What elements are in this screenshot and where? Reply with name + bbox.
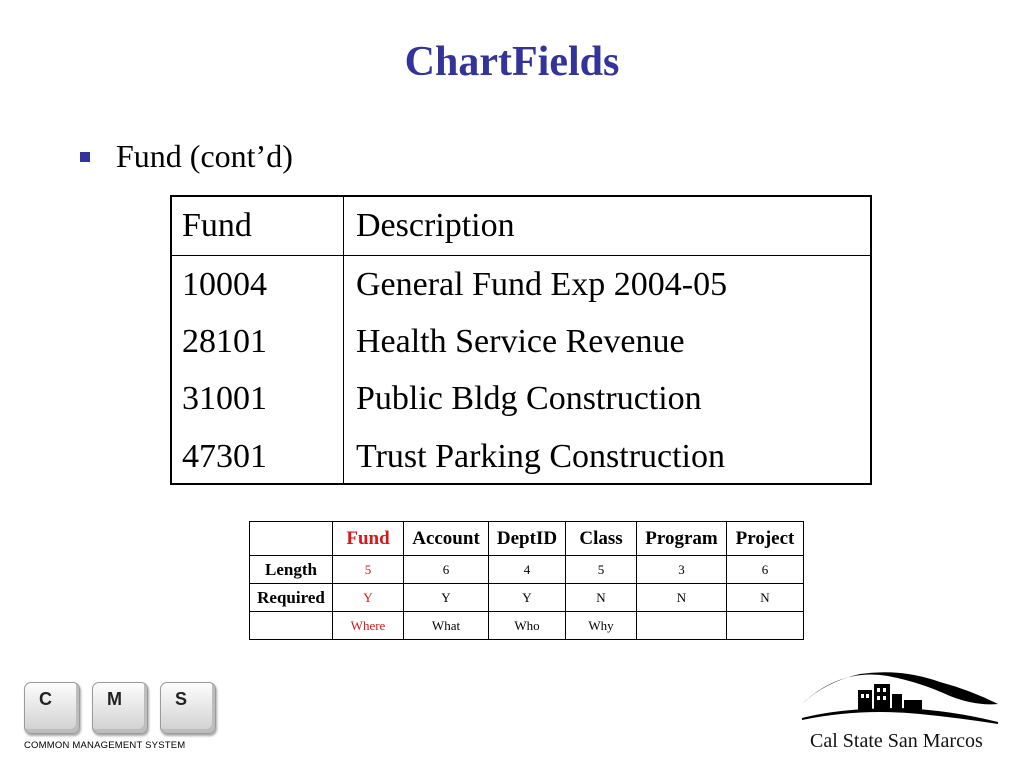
fund-table: [170, 195, 872, 485]
fund-code: 31001: [182, 380, 267, 417]
cms-caption: COMMON MANAGEMENT SYSTEM: [24, 740, 186, 751]
header-divider: [172, 255, 870, 256]
bullet-text: Fund (cont’d): [116, 138, 293, 174]
meaning-cell: [727, 612, 804, 640]
column-header-deptid: DeptID: [489, 522, 566, 556]
required-cell: N: [727, 584, 804, 612]
fund-code: 47301: [182, 438, 267, 475]
description-header: Description: [356, 207, 515, 244]
meaning-cell: What: [404, 612, 489, 640]
length-cell: 5: [566, 556, 637, 584]
required-cell: Y: [333, 584, 404, 612]
column-header-fund: Fund: [333, 522, 404, 556]
fund-description: Health Service Revenue: [356, 323, 685, 360]
column-header-program: Program: [637, 522, 727, 556]
required-cell: N: [637, 584, 727, 612]
fund-description: Public Bldg Construction: [356, 380, 702, 417]
table-row: [250, 612, 804, 640]
chartfield-structure-table: [249, 521, 804, 640]
keyboard-key-icon: C: [24, 682, 80, 734]
row-label-blank: [250, 612, 333, 640]
fund-code: 28101: [182, 323, 267, 360]
bullet-square-icon: [80, 152, 90, 162]
table-row: [250, 584, 804, 612]
university-name: Cal State San Marcos: [810, 730, 983, 752]
fund-description: General Fund Exp 2004-05: [356, 266, 728, 303]
row-label-length: Length: [250, 556, 333, 584]
meaning-cell: Why: [566, 612, 637, 640]
bullet-item: [80, 138, 293, 175]
corner-cell: [250, 522, 333, 556]
required-cell: Y: [489, 584, 566, 612]
keyboard-key-icon: S: [160, 682, 216, 734]
column-header-project: Project: [727, 522, 804, 556]
meaning-cell: Where: [333, 612, 404, 640]
slide-title: ChartFields: [404, 39, 620, 85]
meaning-cell: Who: [489, 612, 566, 640]
table-row: [250, 556, 804, 584]
length-cell: 6: [404, 556, 489, 584]
cms-logo: [20, 678, 220, 758]
column-header-account: Account: [404, 522, 489, 556]
required-cell: N: [566, 584, 637, 612]
university-logo: [800, 660, 1000, 760]
length-cell: 5: [333, 556, 404, 584]
length-cell: 3: [637, 556, 727, 584]
fund-code: 10004: [182, 266, 267, 303]
column-header-class: Class: [566, 522, 637, 556]
table-row: [250, 522, 804, 556]
required-cell: Y: [404, 584, 489, 612]
campus-skyline-icon: [800, 660, 1000, 730]
meaning-cell: [637, 612, 727, 640]
keyboard-key-icon: M: [92, 682, 148, 734]
fund-header: Fund: [182, 207, 252, 244]
fund-description: Trust Parking Construction: [356, 438, 726, 475]
length-cell: 4: [489, 556, 566, 584]
length-cell: 6: [727, 556, 804, 584]
row-label-required: Required: [250, 584, 333, 612]
